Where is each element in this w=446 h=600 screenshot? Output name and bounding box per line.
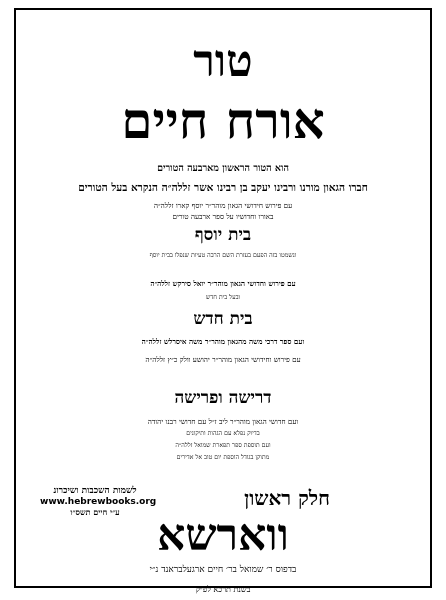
part-label: חלק ראשון <box>244 486 330 510</box>
heading-beit-yosef: בית יוסף <box>194 225 252 245</box>
city-name: ווארשא <box>157 510 289 561</box>
commentary-line-2: באורו וחדושיו על ספר ארבעה טורים <box>172 213 274 221</box>
website-url: www.hebrewbooks.org <box>40 496 157 507</box>
title-page-frame <box>14 8 432 594</box>
title-page <box>16 10 430 594</box>
commentary-line-1: עם פירוש חידושי הגאון מוהר״ר יוסף קארו זללה״ה <box>153 202 293 210</box>
drisha-line-4: מתוקן בגודל הוספת יום טוב אל אדירים <box>176 454 270 461</box>
printer-line: בדפוס ר׳ שמואל בר׳ חיים ארגעלבראנד נ״י <box>149 565 297 575</box>
beit-yosef-note-3: ובעל בית חדש <box>205 294 241 301</box>
title-tur: טור <box>193 36 253 87</box>
title-orach-chaim: אורח חיים <box>121 91 325 150</box>
stamp-text: לשמות השכבות ושיכרונ <box>53 486 137 496</box>
meirat-einayim-line: עם פירוש וחידושי הגאון מוהר״ר יהושע וולק כ״ץ זללה״ה <box>145 356 301 364</box>
author-line: חברו הגאון מורנו ורבינו יעקב בן רבינו אשר זללה״ה הנקרא בעל הטורים <box>78 182 368 194</box>
beit-yosef-note-2: עם פירוש וחדושי הגאון מוהר״ר יואל סירקש זללה״ה <box>150 280 296 288</box>
drisha-line-3: ועם תוספת ספר תפארת שמואל זללה״ה <box>175 442 271 449</box>
heading-beit-chadash: בית חדש <box>193 309 253 329</box>
darkei-moshe-line: ועם ספר דרכי משה מהגאון מוהר״ר משה איסרלש זללה״ה <box>141 338 305 346</box>
publication-year: בשנת תרכא לפ״ק <box>195 585 251 594</box>
stamp-year: ע״י חיים תשס״ו <box>70 507 120 518</box>
drisha-line-1: ועם חדושי הגאון מוהר״ר ליב ז״ל עם חדושי רבנו יהודה <box>147 418 299 426</box>
drisha-line-2: בדיוק נפלא עם הגהות ותיקונים <box>186 430 260 437</box>
beit-yosef-note-1: ונשמטו בזה הפעם בעזרת השם הרבה טעיות שנפלו בבית יוסף <box>149 252 297 259</box>
subtitle: הוא הטור הראשון מארבעה הטורים <box>157 164 289 174</box>
heading-drisha-uprisha: דרישה ופרישה <box>174 388 272 408</box>
